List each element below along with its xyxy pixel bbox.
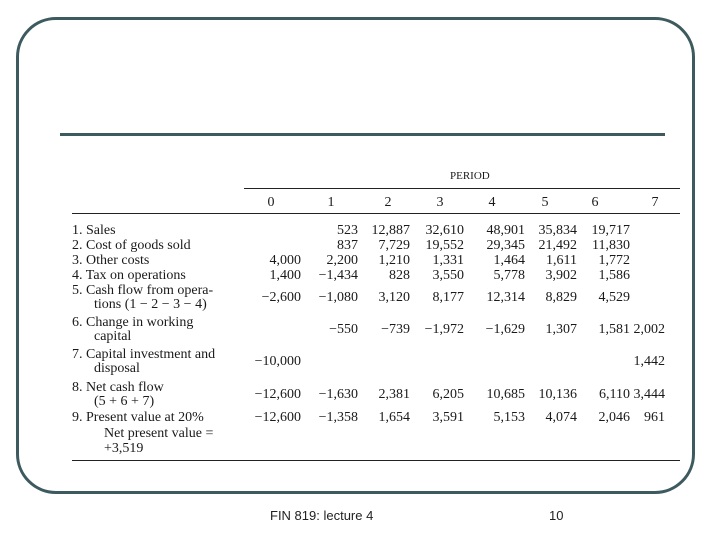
table-cell: 2,200 [326, 253, 358, 268]
title-divider [60, 133, 665, 136]
table-cell: −12,600 [254, 410, 301, 425]
table-cell: 11,830 [592, 238, 630, 253]
table-cell: 961 [644, 410, 665, 425]
table-cell: 1,586 [598, 268, 630, 283]
table-cell: 19,552 [425, 238, 464, 253]
period-label: PERIOD [450, 170, 490, 182]
cash-flow-table [72, 166, 680, 461]
table-cell: 2,381 [378, 387, 410, 402]
table-cell: 4,000 [269, 253, 301, 268]
table-cell: 6,205 [432, 387, 464, 402]
table-cell: 3,550 [432, 268, 464, 283]
table-cell: 1,772 [598, 253, 630, 268]
row-label-continuation: capital [94, 329, 132, 344]
table-cell: 1,654 [378, 410, 410, 425]
table-cell: 3,591 [432, 410, 464, 425]
table-cell: −1,629 [485, 322, 525, 337]
table-cell: 6,110 [599, 387, 630, 402]
table-cell: 837 [337, 238, 358, 253]
table-cell: 35,834 [538, 223, 577, 238]
table-cell: 29,345 [486, 238, 525, 253]
table-cell: 3,120 [378, 290, 410, 305]
table-cell: −1,434 [318, 268, 358, 283]
table-cell: 5,778 [493, 268, 525, 283]
column-header: 6 [591, 195, 599, 210]
table-cell: 10,685 [486, 387, 525, 402]
column-header: 5 [541, 195, 549, 210]
table-cell: 8,177 [432, 290, 464, 305]
column-header: 0 [267, 195, 275, 210]
table-cell: 5,153 [493, 410, 525, 425]
table-cell: 10,136 [538, 387, 577, 402]
npv-label: Net present value = [104, 426, 214, 441]
row-label: 3. Other costs [72, 253, 150, 268]
footer-course: FIN 819: lecture 4 [270, 508, 374, 523]
header-bottom-rule [72, 213, 680, 214]
table-cell: 1,611 [546, 253, 577, 268]
table-cell: −739 [381, 322, 410, 337]
table-cell: −1,080 [318, 290, 358, 305]
column-header: 7 [651, 195, 659, 210]
table-cell: 1,331 [432, 253, 464, 268]
table-cell: 8,829 [545, 290, 577, 305]
table-cell: 3,444 [633, 387, 665, 402]
row-label: 8. Net cash flow [72, 380, 164, 395]
row-label: 5. Cash flow from opera- [72, 283, 214, 298]
table-cell: −1,630 [318, 387, 358, 402]
table-bottom-rule [72, 460, 680, 461]
table-cell: −1,358 [318, 410, 358, 425]
table-cell: 48,901 [486, 223, 525, 238]
column-header: 1 [327, 195, 335, 210]
table-cell: 3,902 [545, 268, 577, 283]
npv-value: +3,519 [104, 441, 144, 456]
table-cell: 1,400 [269, 268, 301, 283]
table-cell: 2,046 [598, 410, 630, 425]
row-label-continuation: (5 + 6 + 7) [94, 394, 155, 409]
table-cell: −550 [329, 322, 358, 337]
table-cell: −10,000 [254, 354, 301, 369]
footer-page-number: 10 [549, 508, 564, 523]
row-label: 9. Present value at 20% [72, 410, 204, 425]
table-cell: 32,610 [425, 223, 464, 238]
table-cell: 1,210 [378, 253, 410, 268]
table-cell: 21,492 [538, 238, 577, 253]
table-cell: 1,442 [633, 354, 665, 369]
column-header: 3 [436, 195, 444, 210]
column-header: 4 [488, 195, 496, 210]
column-header: 2 [384, 195, 392, 210]
row-label: 6. Change in working [72, 315, 194, 330]
table-cell: 2,002 [633, 322, 665, 337]
table-cell: −12,600 [254, 387, 301, 402]
table-cell: 828 [389, 268, 410, 283]
table-cell: 1,581 [598, 322, 630, 337]
row-label: 4. Tax on operations [72, 268, 186, 283]
row-label: 7. Capital investment and [72, 347, 216, 362]
table-cell: 19,717 [591, 223, 630, 238]
table-cell: 7,729 [378, 238, 410, 253]
table-cell: 4,074 [545, 410, 577, 425]
row-label-continuation: tions (1 − 2 − 3 − 4) [94, 297, 207, 312]
table-cell: 1,307 [545, 322, 577, 337]
table-cell: −1,972 [424, 322, 464, 337]
table-cell: 1,464 [493, 253, 525, 268]
row-label-continuation: disposal [94, 361, 140, 376]
row-label: 1. Sales [72, 223, 116, 238]
table-cell: 12,887 [371, 223, 410, 238]
table-cell: 4,529 [598, 290, 630, 305]
table-cell: −2,600 [261, 290, 301, 305]
table-cell: 12,314 [486, 290, 525, 305]
row-label: 2. Cost of goods sold [72, 238, 191, 253]
table-cell: 523 [337, 223, 358, 238]
header-top-rule [244, 188, 680, 189]
